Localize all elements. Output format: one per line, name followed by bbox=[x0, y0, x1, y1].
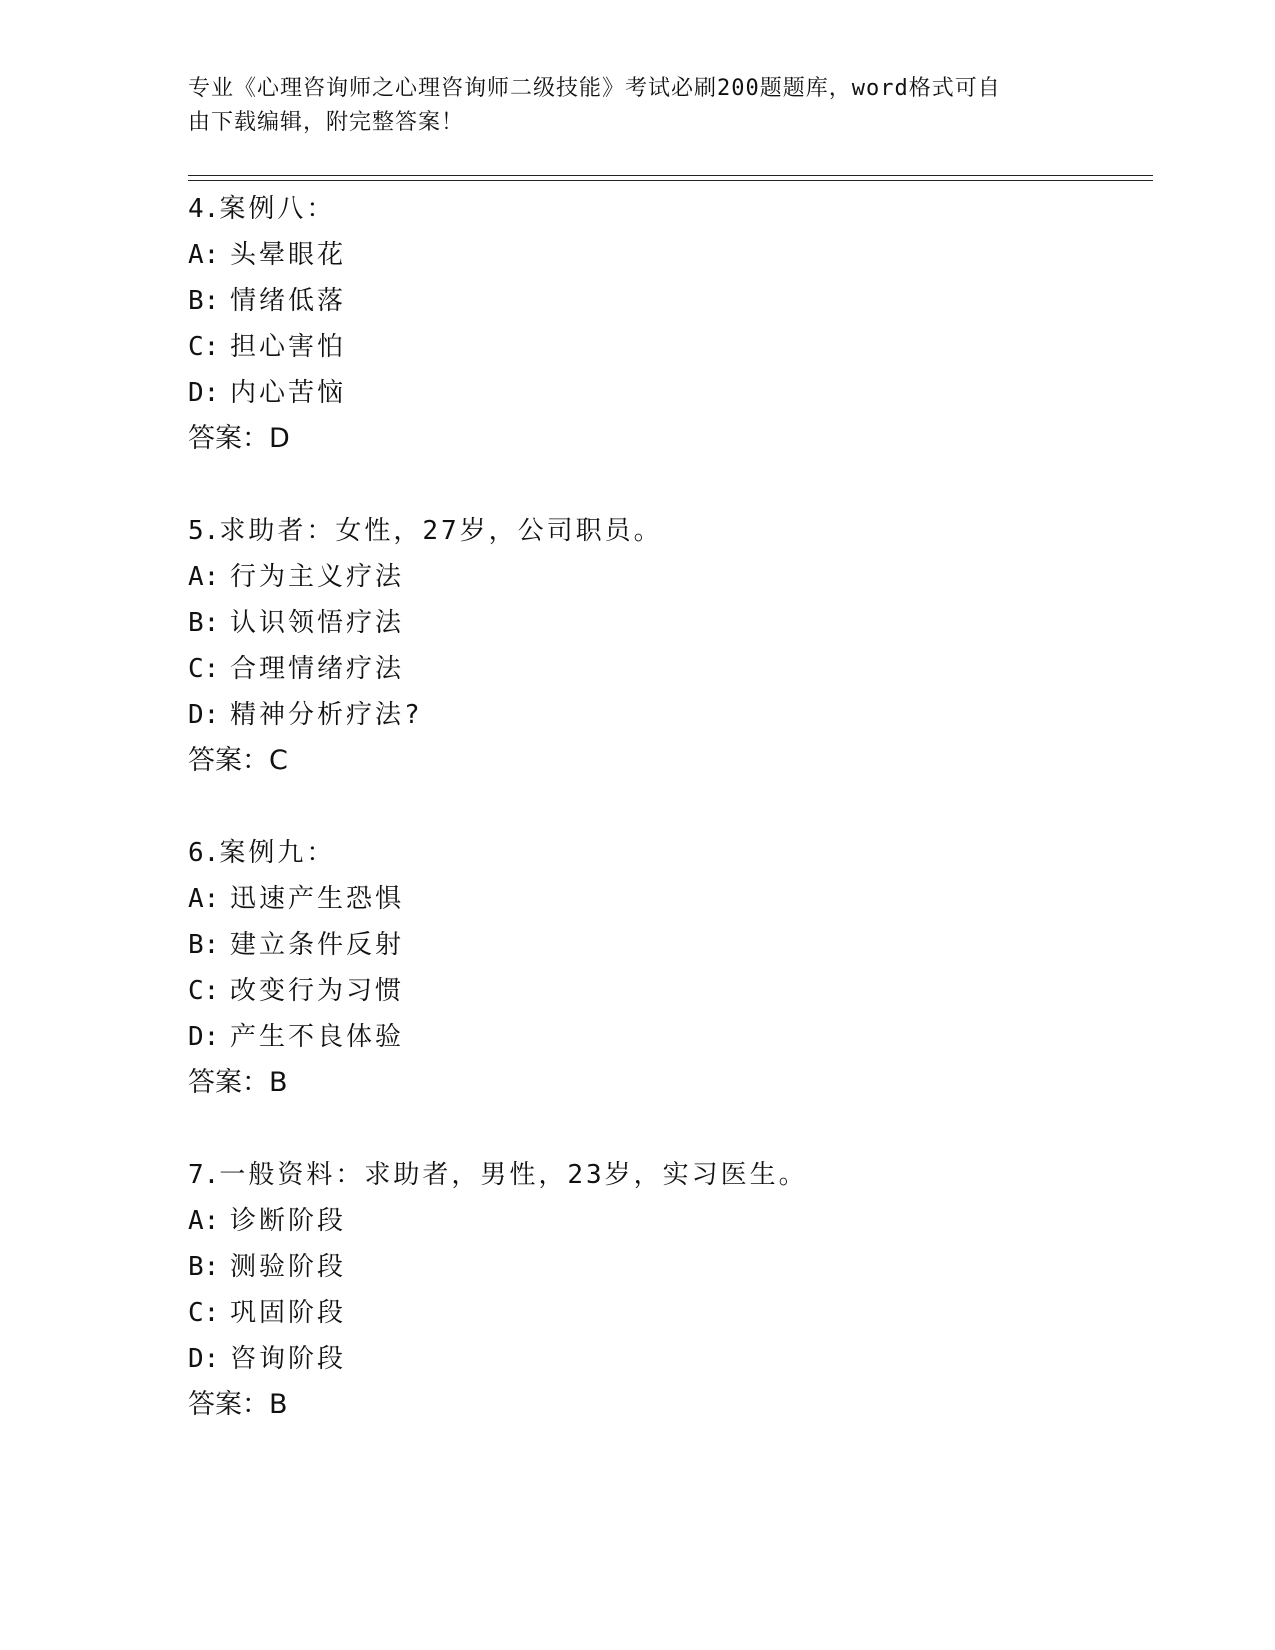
option-a bbox=[188, 554, 1148, 600]
option-b bbox=[188, 278, 1148, 324]
option-letter: C: bbox=[188, 1298, 220, 1328]
question-text: 一般资料：求助者，男性，23岁，实习医生。 bbox=[219, 1160, 808, 1190]
option-c bbox=[188, 646, 1148, 692]
option-d bbox=[188, 1014, 1148, 1060]
option-c bbox=[188, 324, 1148, 370]
question-number: 6. bbox=[188, 838, 220, 868]
answer-line: 答案：B bbox=[188, 1389, 288, 1420]
document-header bbox=[188, 72, 1088, 140]
option-text: 诊断阶段 bbox=[230, 1206, 347, 1236]
option-b bbox=[188, 600, 1148, 646]
option-text: 行为主义疗法 bbox=[230, 562, 405, 592]
header-line-1: 专业《心理咨询师之心理咨询师二级技能》考试必刷200题题库，word格式可自 bbox=[188, 76, 1001, 101]
question-text: 案例八： bbox=[219, 194, 336, 224]
header-divider-top bbox=[188, 175, 1153, 176]
option-d bbox=[188, 370, 1148, 416]
question-item bbox=[188, 830, 1148, 1106]
question-stem bbox=[188, 830, 1148, 876]
question-text: 求助者：女性，27岁，公司职员。 bbox=[219, 516, 663, 546]
option-letter: B: bbox=[188, 930, 220, 960]
option-text: 合理情绪疗法 bbox=[230, 654, 405, 684]
option-text: 情绪低落 bbox=[230, 286, 347, 316]
option-letter: B: bbox=[188, 286, 220, 316]
question-list bbox=[188, 186, 1148, 1474]
question-item bbox=[188, 1152, 1148, 1428]
option-letter: C: bbox=[188, 976, 220, 1006]
option-letter: A: bbox=[188, 240, 220, 270]
answer-line: 答案：C bbox=[188, 745, 288, 776]
option-letter: D: bbox=[188, 378, 220, 408]
question-item bbox=[188, 508, 1148, 784]
option-text: 咨询阶段 bbox=[230, 1344, 347, 1374]
option-letter: A: bbox=[188, 1206, 220, 1236]
option-letter: C: bbox=[188, 654, 220, 684]
option-text: 产生不良体验 bbox=[230, 1022, 405, 1052]
question-stem bbox=[188, 186, 1148, 232]
answer-line: 答案：D bbox=[188, 423, 290, 454]
option-b bbox=[188, 1244, 1148, 1290]
option-text: 巩固阶段 bbox=[230, 1298, 347, 1328]
option-text: 内心苦恼 bbox=[230, 378, 347, 408]
question-stem bbox=[188, 508, 1148, 554]
question-number: 7. bbox=[188, 1160, 220, 1190]
answer-line: 答案：B bbox=[188, 1067, 288, 1098]
option-text: 精神分析疗法? bbox=[230, 700, 423, 730]
option-letter: B: bbox=[188, 608, 220, 638]
option-c bbox=[188, 968, 1148, 1014]
option-a bbox=[188, 232, 1148, 278]
option-letter: D: bbox=[188, 1022, 220, 1052]
option-a bbox=[188, 876, 1148, 922]
option-d bbox=[188, 692, 1148, 738]
option-letter: D: bbox=[188, 1344, 220, 1374]
option-text: 头晕眼花 bbox=[230, 240, 347, 270]
option-b bbox=[188, 922, 1148, 968]
option-text: 改变行为习惯 bbox=[230, 976, 405, 1006]
question-text: 案例九： bbox=[219, 838, 336, 868]
option-letter: B: bbox=[188, 1252, 220, 1282]
header-line-2: 由下载编辑，附完整答案！ bbox=[188, 110, 465, 135]
option-text: 认识领悟疗法 bbox=[230, 608, 405, 638]
option-c bbox=[188, 1290, 1148, 1336]
option-d bbox=[188, 1336, 1148, 1382]
option-letter: A: bbox=[188, 884, 220, 914]
header-divider-bottom bbox=[188, 180, 1153, 181]
question-stem bbox=[188, 1152, 1148, 1198]
question-item bbox=[188, 186, 1148, 462]
option-letter: D: bbox=[188, 700, 220, 730]
question-number: 4. bbox=[188, 194, 220, 224]
option-letter: C: bbox=[188, 332, 220, 362]
option-text: 建立条件反射 bbox=[230, 930, 405, 960]
option-text: 迅速产生恐惧 bbox=[230, 884, 405, 914]
option-text: 担心害怕 bbox=[230, 332, 347, 362]
option-letter: A: bbox=[188, 562, 220, 592]
question-number: 5. bbox=[188, 516, 220, 546]
option-text: 测验阶段 bbox=[230, 1252, 347, 1282]
option-a bbox=[188, 1198, 1148, 1244]
